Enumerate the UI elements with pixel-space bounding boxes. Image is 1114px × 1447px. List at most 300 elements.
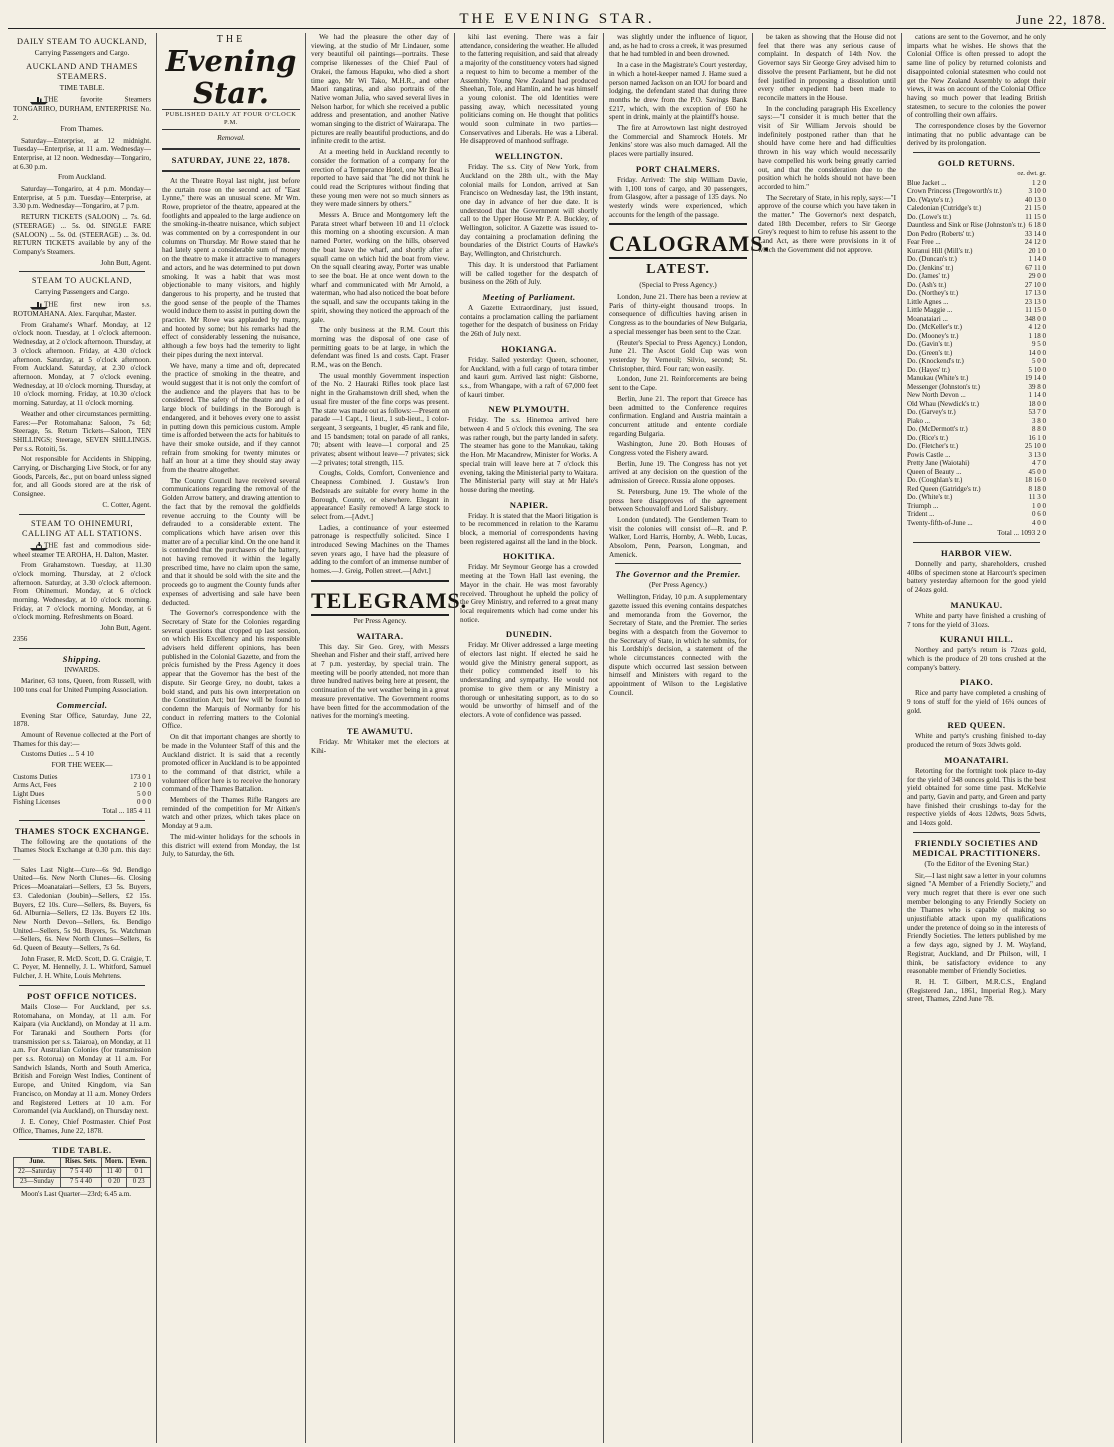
calograms-banner bbox=[609, 223, 770, 259]
calograms-subheading: (Special to Press Agency.) bbox=[639, 280, 717, 290]
week-row-value: 5 0 0 bbox=[137, 789, 151, 798]
tide-cell: 0 20 bbox=[101, 1177, 127, 1187]
friendly-subheading: (To the Editor of the Evening Star.) bbox=[924, 858, 1029, 868]
gold-row bbox=[907, 340, 1046, 349]
gold-claim-yield: 3 10 0 bbox=[1028, 187, 1046, 196]
column-1 bbox=[8, 33, 157, 1443]
news-paragraph: The only business at the R.M. Court this morning was the disposal of one case of permitting goats to be at large, in which the defendant was fined 1s and costs. Capt. Fraser R.M., was on the Bench. bbox=[311, 326, 449, 370]
gold-claim-name: Do. (Mooney's tr.) bbox=[907, 331, 959, 340]
column-2 bbox=[157, 33, 306, 1443]
from-auckland-label: From Auckland. bbox=[57, 172, 107, 182]
editorial-paragraph: At the Theatre Royal last night, just before the curtain rose on the second act of "East Lynne," there was an unusual scene. Mr Wm. Rowe, proprietor of the theatre, appeared at the footlights and appealed to the large audience on the smoking-in-theatre nuisance, which subject was commented on by a correspondent in our columns on Thursday. Mr Rowe stated that he had lately spent a considerable sum of money on the theatre to make it attractive to managers and actors, and he was determined to put down smoking. It was a habit that was most objectionable to many visitors, and highly dangerous to his property, and he trusted that the good sense of the people of the Thames would induce them to assist in putting down the practice. Mr Rowe was applauded by many, and hooted by some; but his remarks had the effect of considerably lessening the nuisance, although a few boys had the temerity to light their pipes during the next interval. bbox=[162, 176, 300, 359]
gold-claim-yield: 19 14 0 bbox=[1025, 374, 1046, 383]
gold-claim-name: Trident ... bbox=[907, 510, 935, 519]
butt-signature: John Butt, Agent. bbox=[100, 258, 151, 267]
tide-row bbox=[14, 1177, 151, 1187]
gold-row bbox=[907, 502, 1046, 511]
week-row-value: 173 0 1 bbox=[130, 772, 151, 781]
gold-claim-name: Moanataiari ... bbox=[907, 314, 948, 323]
editorial-paragraph: Members of the Thames Rifle Rangers are reminded of the competition for Mr Aitken's watch and other prizes, which takes place on Monday at 9 a.m. bbox=[162, 796, 300, 831]
tide-row bbox=[14, 1168, 151, 1178]
piako-text: Rice and party have completed a crushing of 9 tons of stuff for the yield of 16¼ ounces of gold. bbox=[907, 689, 1046, 715]
editorial-paragraph: The Governor's correspondence with the Secretary of State for the Colonies regarding several questions that cropped up last session, on which His Excellency and his responsible advisers held different opinions, has been published in the Colonial Gazette, and from the précis furnished by the Press Agency it does appear that the Governor has the best of the dispute. Sir George Grey, no doubt, takes a bold stand, and puts his own interpretation on the Constitution Act; but few will be found to condemn the Marquis of Normanby for his conduct in referring matters to the Colonial Office. bbox=[162, 609, 300, 731]
calogram-item: (Reuter's Special to Press Agency.) London, June 21. The Ascot Gold Cup was won yesterday by Verneuil; Silvio, second; St. Christopher, third. Four ran; won easily. bbox=[609, 338, 747, 373]
manukau-heading: MANUKAU. bbox=[950, 599, 1003, 610]
gold-claim-yield: 39 8 0 bbox=[1028, 382, 1046, 391]
column-6 bbox=[753, 33, 902, 1443]
gold-claim-yield: 1 14 0 bbox=[1028, 255, 1046, 264]
week-row bbox=[13, 781, 151, 790]
tide-col-header: Even. bbox=[127, 1158, 151, 1168]
hokianga-text: Friday. Sailed yesterday: Queen, schooner, for Auckland, with a full cargo of totara timber and kauri gum. Arrived last night: Gisborne, s.s., from Whangape, with a raft of 67,000 feet of kauri timber. bbox=[460, 355, 598, 399]
gold-claim-name: Do. (Coughlan's tr.) bbox=[907, 476, 963, 485]
news-paragraph: The correspondence closes by the Governor intimating that no public advantage can be derived by its prolongation. bbox=[907, 122, 1046, 148]
moon-quarter: Moon's Last Quarter—23rd; 6.45 a.m. bbox=[21, 1189, 132, 1198]
tide-cell: 0 1 bbox=[127, 1168, 151, 1178]
awamutu-text: Friday. Mr Whitaker met the electors at Kihi- bbox=[311, 737, 449, 755]
exchange-heading: THAMES STOCK EXCHANGE. bbox=[14, 825, 150, 836]
butt2-signature: John Butt, Agent. bbox=[100, 624, 151, 633]
gold-claim-name: Do. (Garvey's tr.) bbox=[907, 408, 956, 417]
news-paragraph: kihi last evening. There was a fair attendance, considering the weather. He alluded to the fattering requisition, and said that already a majority of the constituency voters had signed a request to him to become a member of the Assembly. Young New Zealand had produced Sheehan, Tole, and Hamlin, and he was himself a young colonist. The old Identities were passing away, which necessitated young politicians coming on. He thought that politics would soon culminate in two parties—Conservatives and Liberals. He was a Liberal. He disapproved of manhood suffrage. bbox=[460, 33, 598, 146]
editorial-paragraph: On dit that important changes are shortly to be made in the Volunteer Staff of this and the Auckland district. It is said that a recently promoted officer in Auckland is to be appointed to the command of that district, while a volunteer officer here is to receive the honorary command of the Thames Battalion. bbox=[162, 733, 300, 794]
gold-claim-yield: 24 12 0 bbox=[1025, 238, 1046, 247]
governor-subheading: (Per Press Agency.) bbox=[648, 580, 708, 590]
gold-claim-name: Do. (Northey's tr.) bbox=[907, 289, 959, 298]
news-paragraph: was slightly under the influence of liquor, and, as he had to cross a creek, it was presumed that he had tumbled in and been drowned. bbox=[609, 33, 747, 59]
masthead-title: Evening Star. bbox=[165, 43, 297, 110]
gold-row bbox=[907, 349, 1046, 358]
masthead bbox=[162, 36, 300, 130]
gold-row bbox=[907, 510, 1046, 519]
manukau-text: White and party have finished a crushing of 7 tons for the yield of 31ozs. bbox=[907, 611, 1046, 629]
steam1-heading: DAILY STEAM TO AUCKLAND, bbox=[17, 37, 147, 46]
gold-claim-yield: 8 8 0 bbox=[1032, 425, 1046, 434]
gold-row bbox=[907, 434, 1046, 443]
shipping-text: Mariner, 63 tons, Queen, from Russell, with 100 tons coal for United Pumping Association. bbox=[13, 677, 151, 694]
gold-claim-name: Queen of Beauty ... bbox=[907, 467, 962, 476]
gold-claim-name: Blue Jacket ... bbox=[907, 178, 947, 187]
gold-claim-yield: 9 5 0 bbox=[1032, 340, 1046, 349]
gold-row bbox=[907, 238, 1046, 247]
gold-row bbox=[907, 476, 1046, 485]
gold-row bbox=[907, 451, 1046, 460]
gold-claim-name: Do. (Rice's tr.) bbox=[907, 433, 948, 442]
gold-row bbox=[907, 400, 1046, 409]
gold-row bbox=[907, 289, 1046, 298]
plymouth-text: Friday. The s.s. Hinemoa arrived here between 4 and 5 o'clock this evening. The sea was rather rough, but the party landed in safety. The steamer has gone to the Manukau, taking the Hon. Mr Macandrew, Minister for Works. A special train will leave here at 7 o'clock this evening, taking the Ministerial party to Waitara. The Ministerial party will stay at Mr Hale's house during the meeting. bbox=[460, 416, 598, 494]
steam1-intro-text: THE favorite Steamers TONGARIRO, DURHAM, ENTERPRISE No. 2. bbox=[13, 96, 151, 123]
gold-claim-name: Do. (Gavin's tr.) bbox=[907, 340, 953, 349]
tide-heading: TIDE TABLE. bbox=[52, 1145, 112, 1156]
running-title: THE EVENING STAR. bbox=[459, 11, 655, 27]
news-paragraph: Messrs A. Bruce and Montgomery left the Parata street wharf between 10 and 11 o'clock this morning on a shooting excursion. A man named Porter, working on the hills, observed the boat leave the wharf, and shortly after a squall came on which hid the boat from view. On the squall clearing away, Porter was unable to see the boat. He at once went down to the wharf and communicated with Mr Arnold, a waterman, who had also noticed the boat before the squall, and saw the occupants taking in the spirit, showing they noticed the approach of the gale. bbox=[311, 211, 449, 324]
tide-col-header: Morn. bbox=[101, 1158, 127, 1168]
gold-row bbox=[907, 366, 1046, 375]
week-label: FOR THE WEEK— bbox=[51, 760, 113, 770]
auckland-times: Saturday—Tongariro, at 4 p.m. Monday—Enterprise, at 5 p.m. Tuesday—Enterprise, at 3.30 p.m. Wednesday—Tongariro, at 7 p.m. bbox=[13, 185, 151, 211]
gold-claim-yield: 18 0 0 bbox=[1028, 399, 1046, 408]
news-paragraph: The Secretary of State, in his reply, says:—"I approve of the course which you have taken in the matter." The Governor's next despatch, dated 18th December, refers to Sir George Grey's request to him to refuse his assent to the Land Act, as there were provisions in it of which the Government did not approve. bbox=[758, 193, 897, 254]
calogram-item: London, June 21. Reinforcements are being sent to the Cape. bbox=[609, 375, 747, 393]
redqueen-text: White and party's crushing finished to-day produced the return of 9ozs 3dwts gold. bbox=[907, 732, 1046, 750]
gold-row bbox=[907, 383, 1046, 392]
steamer-icon bbox=[21, 95, 41, 105]
week-row-label: Customs Duties bbox=[13, 772, 58, 781]
gold-claim-yield: 11 3 0 bbox=[1028, 493, 1046, 502]
gold-claim-yield: 1 2 0 bbox=[1032, 178, 1046, 187]
time-table-label: TIME TABLE. bbox=[59, 82, 105, 92]
gold-row bbox=[907, 459, 1046, 468]
gold-claim-yield: 25 10 0 bbox=[1025, 442, 1046, 451]
dunedin-heading: DUNEDIN. bbox=[505, 629, 553, 640]
gold-claim-yield: 3 13 0 bbox=[1028, 450, 1046, 459]
gold-claim-yield: 348 0 0 bbox=[1025, 314, 1046, 323]
kuranui-heading: KURANUI HILL. bbox=[939, 634, 1014, 645]
gold-row bbox=[907, 332, 1046, 341]
chalmers-text: Friday. Arrived: The ship William Davie, with 1,100 tons of cargo, and 30 passengers, from Glasgow, after a passage of 135 days. No westerly winds were experienced, which accounts for the length of the passage. bbox=[609, 175, 747, 219]
calograms-heading: CALOGRAMS. bbox=[609, 231, 770, 257]
steam2-times: From Grahame's Wharf. Monday, at 12 o'clock noon. Tuesday, at 1 o'clock afternoon. Wednesday, at 2 o'clock afternoon. Thursday, at 3 o'clock afternoon. Friday, at 4.30 o'clock afternoon. Saturday, at 5 o'clock afternoon. From Auckland. Saturday, at 2.30 o'clock afternoon. Monday, at 7 o'clock evening. Wednesday, at 10 o'clock morning. Thursday, at 10 o'clock morning. Friday, at 10.30 o'clock morning. Saturday, at 11 o'clock morning. bbox=[13, 320, 151, 408]
tide-cell: 7 5 4 40 bbox=[61, 1168, 102, 1178]
exchange-text: The following are the quotations of the Thames Stock Exchange at 0.30 p.m. this day:— bbox=[13, 837, 151, 863]
divider bbox=[913, 832, 1040, 833]
gold-claim-name: Do. (Hayes' tr.) bbox=[907, 365, 950, 374]
hokitika-text: Friday. Mr Seymour George has a crowded meeting at the Town Hall last evening, the Mayor in the chair. He was most favorably received. Throughout he upheld the policy of the Grey Ministry, and referred to a great many local requirements which had come under his notice. bbox=[460, 563, 598, 624]
gold-row bbox=[907, 357, 1046, 366]
column-3 bbox=[306, 33, 468, 1443]
week-row-value: 2 10 0 bbox=[133, 781, 151, 790]
gold-claim-yield: 3 8 0 bbox=[1032, 416, 1046, 425]
news-paragraph: be taken as showing that the House did not feel that there was any serious cause of complaint. In despatch of 14th Nov. the Governor says Sir George Grey advised him to dissolve the present Parliament, but he did not feel justified in proposing a dissolution until every other expedient had been made to reconcile matters in the House. bbox=[758, 33, 896, 102]
week-row-label: Arms Act, Fees bbox=[13, 781, 57, 790]
gold-row bbox=[907, 247, 1046, 256]
gold-row bbox=[907, 187, 1046, 196]
tide-cell: 23—Sunday bbox=[14, 1177, 61, 1187]
gold-claim-yield: 33 14 0 bbox=[1025, 229, 1046, 238]
gold-claim-yield: 4 12 0 bbox=[1028, 323, 1046, 332]
news-paragraph: In the concluding paragraph His Excellency says:—"I consider it is much better that the visit of Sir William Jervois should be indefinitely postponed rather than that he should have come here and had difficulties thrown in his way which would necessarily have compelled his work being greatly carried out, and that the consideration due to the position which he holds should not have been accorded to him." bbox=[758, 104, 896, 191]
gold-claim-yield: 21 15 0 bbox=[1025, 204, 1046, 213]
gold-row bbox=[907, 468, 1046, 477]
gold-row bbox=[907, 442, 1046, 451]
tide-header-row bbox=[14, 1158, 151, 1168]
shipping-heading: Shipping. bbox=[62, 653, 102, 664]
waitara-heading: WAITARA. bbox=[356, 630, 404, 641]
divider bbox=[913, 542, 1040, 543]
steam3-intro bbox=[13, 541, 151, 560]
news-paragraph: The fire at Arrowtown last night destroyed the Commercial and Shamrock Hotels. Mr Jenkins' store was also much damaged. All the places were partially insured. bbox=[609, 124, 747, 159]
post-text: Mails Close— For Auckland, per s.s. Rotomahana, on Monday, at 11 a.m. For Kaipara (via Auckland), on Monday at 11 a.m. For Taranaki and Southern Ports (for transmission per s.s. Taiaroa), on Monday, at 11 a.m. For Australian Colonies (for transmission per s.s. Rotorua) on Monday at 11 a.m. For Sandwich Islands, North and South America, British and Foreign West Indies, Continent of Europe, and United Kingdom, via San Francisco, on Monday at 11 a.m. Money Orders and Registered Letters at 10 a.m. For Coromandel (via Auckland), on Thursday next. bbox=[13, 1002, 151, 1116]
steam1-subheading: Carrying Passengers and Cargo. bbox=[34, 48, 130, 57]
column-5 bbox=[604, 33, 770, 1443]
gold-claim-yield: 6 18 0 bbox=[1028, 221, 1046, 230]
steam2-intro bbox=[13, 300, 151, 319]
news-paragraph: We had the pleasure the other day of viewing, at the studio of Mr Lindauer, some very beautiful oil paintings—portraits. These comprise likenesses of the Chief Paul of Orakei, the famous Hapuku, who died a short time ago, Mr Wi Tako, M.H.R., and other Maori rangatiras, and also portraits of the Native woman Julia, who saved several lives in Nelson harbor, for which she received a public address and presentation, and another Native woman singing to the district of Wairarapa. The pictures are really beautiful productions, and do infinite credit to the artist. bbox=[311, 33, 449, 146]
harbor-heading: HARBOR VIEW. bbox=[941, 548, 1012, 559]
gold-claim-name: Caledonian (Cutridge's tr.) bbox=[907, 204, 982, 213]
gold-claim-yield: 4 0 0 bbox=[1032, 518, 1046, 527]
paddle-steamer-icon bbox=[21, 541, 41, 551]
post-heading: POST OFFICE NOTICES. bbox=[27, 990, 137, 1001]
gold-claim-name: Messenger (Johnston's tr.) bbox=[907, 382, 981, 391]
friendly-heading: FRIENDLY SOCIETIES AND MEDICAL PRACTITIONERS. bbox=[912, 837, 1041, 858]
gold-row bbox=[907, 315, 1046, 324]
from-thames-label: From Thames. bbox=[60, 123, 104, 133]
week-table bbox=[13, 773, 151, 807]
gold-row bbox=[907, 272, 1046, 281]
gold-row bbox=[907, 417, 1046, 426]
cotter-signature: C. Cotter, Agent. bbox=[102, 500, 151, 509]
gold-row bbox=[907, 519, 1046, 528]
double-rule bbox=[162, 148, 300, 150]
hokitika-heading: HOKITIKA. bbox=[502, 551, 555, 562]
hokianga-heading: HOKIANGA. bbox=[501, 343, 557, 354]
gold-row bbox=[907, 230, 1046, 239]
steamer-icon bbox=[21, 300, 41, 310]
gold-claim-name: Do. (James' tr.) bbox=[907, 272, 950, 281]
double-rule bbox=[162, 170, 300, 172]
calogram-item: London, June 21. There has been a review at Paris of thirty-eight thousand troops. In consequence of difficulties having arisen in Congress as to the boundaries of New Bulgaria, a special messenger has been sent to the Czar. bbox=[609, 293, 747, 336]
gold-claim-name: Do. (McKeller's tr.) bbox=[907, 323, 962, 332]
commercial-date: Evening Star Office, Saturday, June 22, 1878. bbox=[13, 711, 151, 729]
removal-label: Removal. bbox=[217, 133, 245, 143]
week-row bbox=[13, 790, 151, 799]
gold-row bbox=[907, 196, 1046, 205]
steam1-title: AUCKLAND AND THAMES STEAMERS. bbox=[26, 61, 138, 81]
gold-claim-name: Do. (Knockend's tr.) bbox=[907, 357, 964, 366]
harbor-text: Donnelly and party, shareholders, crushed 40lbs of specimen stone at Harcourt's specimen battery yesterday afternoon for the good yield of 24ozs gold. bbox=[907, 560, 1046, 595]
gold-claim-name: Do. (Ash's tr.) bbox=[907, 280, 947, 289]
gold-claim-yield: 5 10 0 bbox=[1028, 365, 1046, 374]
gold-claim-name: Don Pedro (Roberts' tr.) bbox=[907, 229, 974, 238]
gold-returns-list bbox=[907, 179, 1046, 528]
week-row-label: Light Dues bbox=[13, 789, 45, 798]
exchange-names: John Fraser, R. McD. Scott, D. G. Craigie, T. C. Peyer, M. Hennelly, J. L. Whitford, Samuel Fulcher, J. H. White, Louis Mehrtens. bbox=[13, 954, 151, 981]
calogram-item: Berlin, June 21. The report that Greece has been admitted to the Conference requires confirmation. England and Austria maintain a concurrent attitude and entente cordiale regarding Bulgaria. bbox=[609, 394, 747, 438]
gold-claim-yield: 8 18 0 bbox=[1028, 484, 1046, 493]
customs-duties: Customs Duties ... 5 4 10 bbox=[21, 750, 94, 759]
kuranui-text: Northey and party's return is 72ozs gold, which is the produce of 20 tons crushed at the company's battery. bbox=[907, 646, 1046, 672]
week-row-label: Fishing Licenses bbox=[13, 798, 61, 807]
steam2-subheading: Carrying Passengers and Cargo. bbox=[34, 287, 130, 297]
gold-claim-name: Dauntless and Sink or Rise (Johnston's tr.) bbox=[907, 221, 1026, 230]
gold-claim-yield: 16 1 0 bbox=[1028, 433, 1046, 442]
chalmers-heading: PORT CHALMERS. bbox=[635, 163, 721, 174]
gold-claim-name: Red Queen (Gatridge's tr.) bbox=[907, 484, 981, 493]
friendly-text: Sir,—I last night saw a letter in your columns signed "A Member of a Friendly Society," and very much regret that there is ever one such member belonging to any Friendly Society on the Thames who is capable of making so unjustifiable attack upon my qualifications under the pretence of doing so in the interests of Friendly Societies. The letters published by me a few days ago, signed by J. M. Wayland, Registrar, Auckland, and Dr Philson, will, I think, be satisfactory evidence to any reasonable member of Friendly Societies. bbox=[907, 871, 1046, 976]
gold-claim-name: Do. (Jenkins' tr.) bbox=[907, 263, 954, 272]
gold-claim-name: Do. (Lowe's tr.) bbox=[907, 212, 952, 221]
gold-claim-yield: 4 7 0 bbox=[1032, 459, 1046, 468]
masthead-the: THE bbox=[216, 34, 246, 45]
gold-claim-yield: 5 0 0 bbox=[1032, 357, 1046, 366]
waitara-text: This day. Sir Geo. Grey, with Messrs Sheehan and Fisher and their staff, arrived here at 7 p.m. yesterday, by special train. The meeting will be poorly attended, not more than three hundred natives being here at present, the continuation of the wet weather being in a great measure preventative. The Government rooms have been fitted for the accommodation of the natives for the morning's meeting. bbox=[311, 642, 449, 721]
news-paragraph: The usual monthly Government inspection of the No. 2 Hauraki Rifles took place last night in the Grahamstown drill shed, when the usual fire muster of the fine corps was present. The state was made out as follows:—Present on parade —1 Capt., 1 lieut., 1 sub-lieut., 1 color-sergeant, 3 sergeants, 1 bugler, 45 rank and file, and 15 bandsmen; total on parade of all ranks, 70; absent with leave—1 corporal and 25 privates; absent without leave—7 privates; sick—2 privates; total strength, 115. bbox=[311, 371, 449, 467]
thames-times: Saturday—Enterprise, at 12 midnight. Tuesday—Enterprise, at 11 a.m. Wednesday—Enterprise, at 12 noon. Wednesday—Tongariro, at 6.30 p.m. bbox=[13, 136, 151, 171]
gold-claim-yield: 40 13 0 bbox=[1025, 195, 1046, 204]
column-7 bbox=[902, 33, 1051, 1443]
masthead-publication-line: PUBLISHED DAILY AT FOUR O'CLOCK P.M. bbox=[162, 109, 300, 130]
week-row bbox=[13, 798, 151, 807]
gold-row bbox=[907, 264, 1046, 273]
gold-claim-name: Do. (Duncan's tr.) bbox=[907, 255, 957, 264]
news-paragraph: In a case in the Magistrate's Court yesterday, in which a hotel-keeper named J. Hame sued a person named Jackson on an IOU for board and lodging, the defendant stated that during three months he drew from the P.O. Savings Bank £217, which, with the exception of £60 he spent in drink, mainly at the plaintiff's house. bbox=[609, 61, 747, 122]
running-date: June 22, 1878. bbox=[1016, 12, 1106, 27]
gold-claim-yield: 23 13 0 bbox=[1025, 297, 1046, 306]
divider bbox=[615, 563, 741, 564]
plymouth-heading: NEW PLYMOUTH. bbox=[488, 404, 570, 415]
editorial-paragraph: We have, many a time and oft, deprecated the practice of smoking in the theatre, and would suggest that it is not only the comfort of the audience and the players that has to be considered. The safety of the theatre and of a large block of buildings in the Borough is endangered, and it behoves every one to assist in putting down this pernicious custom. Ample time is afforded between the acts for habitués to have their smoke outside, and if they cannot refrain from smoking for twenty minutes or half an hour at a time they should stay away from the theatre altogether. bbox=[162, 361, 300, 475]
gold-row bbox=[907, 306, 1046, 315]
gold-claim-yield: 14 0 0 bbox=[1028, 348, 1046, 357]
steam3-heading: STEAM TO OHINEMURI, CALLING AT ALL STATIONS. bbox=[21, 518, 143, 538]
steam3-intro-text: THE fast and commodious side-wheel steamer TE AROHA, H. Dalton, Master. bbox=[13, 541, 151, 559]
tide-col-header: Rises. Sets. bbox=[61, 1158, 102, 1168]
telegrams-subheading: Per Press Agency. bbox=[353, 615, 407, 625]
parliament-text: A Gazette Extraordinary, just issued, contains a proclamation calling the parliament together for the despatch of business on Friday the 26th of July next. bbox=[460, 303, 598, 339]
wellington-text-2: This day. It is understood that Parliament will be called together for the despatch of business on the 26th of July. bbox=[460, 260, 598, 287]
tide-cell: 0 23 bbox=[127, 1177, 151, 1187]
divider bbox=[19, 820, 145, 821]
gold-claim-yield: 29 0 0 bbox=[1028, 272, 1046, 281]
tide-cell: 7 5 4 40 bbox=[61, 1177, 102, 1187]
gold-row bbox=[907, 255, 1046, 264]
news-paragraph: Coughs, Colds, Comfort, Convenience and Cheapness Combined. J. Gustaw's Iron Bedsteads are suitable for every home in the Borough, County, or elsewhere. Elegant in appearance! Easily removed! A large stock to select from.—[Advt.] bbox=[311, 469, 449, 521]
divider bbox=[19, 271, 145, 272]
steam2-intro-text: THE first new iron s.s. ROTOMAHANA. Alex. Farquhar, Master. bbox=[13, 300, 151, 319]
steam1-intro bbox=[13, 95, 151, 122]
gold-claim-name: Do. (White's tr.) bbox=[907, 493, 953, 502]
gold-claim-yield: 11 15 0 bbox=[1025, 212, 1046, 221]
gold-claim-name: New North Devon ... bbox=[907, 391, 966, 400]
tide-table bbox=[13, 1157, 151, 1187]
exchange-sales: Sales Last Night—Cure—6s 9d. Bendigo United—6s. New North Clunes—6s. Closing Prices—Moanataiari—Sellers, £3 5s. Buyers, £3. Caledonian (Joubin)—Sellers, £2 15s. Buyers, £2 10s. Cure—Sellers, 8s. Buyers, 6s 6d. Alburnia—Sellers, £2 13s. Buyers £2 10s. New North Devon—Sellers, 6s. Bendigo United—Sellers, 5s 9d. Buyers, 5s. Watchman—Sellers, 6s. New North Clunes—Sellers, 6s 6d. Queen of Beauty—Sellers, 7s 6d. bbox=[13, 865, 151, 953]
commercial-heading: Commercial. bbox=[56, 699, 108, 710]
gold-total: Total ... 1093 2 0 bbox=[997, 529, 1046, 538]
fares-text: RETURN TICKETS (SALOON) ... 7s. 6d. (STEERAGE) ... 5s. 0d. SINGLE FARE (SALOON) ... 5s. 0d. (STEERAGE) ... 3s. 0d. RETURN TICKETS available by any of the Company's Steamers. bbox=[13, 213, 151, 256]
gold-claim-name: Do. (Fletcher's tr.) bbox=[907, 442, 959, 451]
gold-row bbox=[907, 391, 1046, 400]
moanataiari-heading: MOANATAIRI. bbox=[944, 754, 1009, 765]
gold-units: oz. dwt. gr. bbox=[1017, 170, 1046, 178]
parliament-heading: Meeting of Parliament. bbox=[482, 291, 576, 302]
gold-claim-name: Little Agnes ... bbox=[907, 297, 949, 306]
tide-cell: 22—Saturday bbox=[14, 1168, 61, 1178]
friendly-signature: R. H. T. Gilbert, M.R.C.S., England (Registered Jan., 1861, Imperial Reg.). Mary street, Thames, 22nd June '78. bbox=[907, 977, 1046, 1004]
ad-code: 2356 bbox=[13, 634, 28, 643]
news-paragraph: cations are sent to the Governor, and he only imparts what he wishes. He shows that the Colonial Office is often pressed to adopt the same line of policy by returned colonists and disappointed colonial statesmen who could not get the New Zealand Assembly to adopt their views, it was on account of the Colonial Office having so much power that leading British statesmen, to secure to the colonies the power of controlling their own affairs. bbox=[907, 33, 1046, 120]
gold-claim-yield: 45 0 0 bbox=[1028, 467, 1046, 476]
inwards-label: INWARDS. bbox=[64, 664, 100, 674]
governor-heading: The Governor and the Premier. bbox=[615, 569, 741, 580]
editorial-paragraph: The County Council have received several communications regarding the removal of the Golden Arrow battery, and drawing attention to the fact that by the removal the goldfields revenue accruing to the County will be defrauded to a considerable extent. The complications which have arisen over this matter are of a peculiar kind. On the one hand it is contended that the purchasers of the battery, not having removed it within the legally prescribed time, have no claim upon the same, and that it should be sold with the site and the proceeds go to augment the County funds after expenses of advertising and sale have been deducted. bbox=[162, 476, 300, 607]
divider bbox=[913, 152, 1040, 153]
gold-row bbox=[907, 213, 1046, 222]
napier-heading: NAPIER. bbox=[509, 499, 549, 510]
telegrams-banner bbox=[311, 580, 468, 616]
editorial-paragraph: The mid-winter holidays for the schools in this district will extend from Monday, the 1st July, to Saturday, the 6th. bbox=[162, 832, 300, 859]
news-paragraph: At a meeting held in Auckland recently to consider the formation of a company for the erection of a Temperance Hotel, one Mr Beal is reported to have said that "he did not think he could read the Scriptures without finding that these young men were not so much sinners as they were made sinners by others." bbox=[311, 148, 449, 209]
week-row-value: 0 0 0 bbox=[137, 798, 151, 807]
steam2-heading: STEAM TO AUCKLAND, bbox=[31, 276, 133, 286]
gold-claim-name: Twenty-fifth-of-June ... bbox=[907, 518, 973, 527]
gold-row bbox=[907, 204, 1046, 213]
divider bbox=[19, 1139, 145, 1140]
gold-claim-name: Pretty Jane (Waiotahi) bbox=[907, 459, 970, 468]
gold-claim-yield: 0 6 0 bbox=[1032, 510, 1046, 519]
gold-claim-yield: 1 18 0 bbox=[1028, 331, 1046, 340]
gold-claim-name: Little Maggie ... bbox=[907, 306, 953, 315]
awamutu-heading: TE AWAMUTU. bbox=[346, 725, 414, 736]
gold-row bbox=[907, 323, 1046, 332]
gold-claim-name: Do. (McDermott's tr.) bbox=[907, 425, 968, 434]
moanataiari-text: Retorting for the fortnight took place to-day for the yield of 348 ounces gold. This is the best yield obtained for some time past. McKelvie and party, Gavin and party, and Green and party have finished their crushings to-day for the respective yields of 4ozs 12dwts, 9ozs 5dwts, and 14ozs gold. bbox=[907, 766, 1046, 828]
gold-row bbox=[907, 221, 1046, 230]
steam2-warning: Not responsible for Accidents in Shipping, Carrying, or Discharging Live Stock, or for any Goods, Parcels, &c., put on board unless signed for, and all Goods stored are at the risk of Consignee. bbox=[13, 455, 151, 499]
gold-claim-name: Powis Castle ... bbox=[907, 450, 951, 459]
news-paragraph: Ladies, a continuance of your esteemed patronage is respectfully solicited. Since I introduced Sewing Machines on the Thames seven years ago, I have had the pleasure of adding to the comfort of an immense number of homes.—J. Greig, Pollen street.—[Advt.] bbox=[311, 523, 449, 576]
commercial-intro: Amount of Revenue collected at the Port of Thames for this day:— bbox=[13, 731, 151, 748]
gold-claim-name: Do. (Green's tr.) bbox=[907, 348, 953, 357]
calogram-item: London (undated). The Gentlemen Team to visit the colonies will consist of—R. and P. Walker, Lord Harris, Hornby, A. Webb, Lucas, Absolom, Penn, Pearson, Longman, and Amenick. bbox=[609, 515, 747, 559]
gold-claim-name: Triumph ... bbox=[907, 501, 939, 510]
latest-heading: LATEST. bbox=[646, 262, 710, 278]
gold-row bbox=[907, 179, 1046, 188]
gold-claim-name: Old Whau (Newdick's tr.) bbox=[907, 399, 979, 408]
governor-text: Wellington, Friday, 10 p.m. A supplementary gazette issued this evening contains despatches and memoranda from the Governor, the Secretary of State, and the Premier. The series begins with a despatch from the Governor to the Secretary of State, in which he submits, for his Lordship's decision, a statement of the whole circumstances connected with the dispute which occurred last session between himself and Ministers with regard to the appointment of Wilson to the Legislative Council. bbox=[609, 593, 747, 697]
post-signature: J. E. Coney, Chief Postmaster. Chief Post Office, Thames, June 22, 1878. bbox=[13, 1117, 151, 1135]
gold-row bbox=[907, 298, 1046, 307]
gold-claim-yield: 53 7 0 bbox=[1028, 408, 1046, 417]
divider bbox=[19, 648, 145, 649]
week-total: Total ... 185 4 11 bbox=[102, 806, 151, 815]
calogram-item: Washington, June 20. Both Houses of Congress voted the Fishery award. bbox=[609, 440, 747, 458]
divider bbox=[19, 985, 145, 986]
gold-claim-name: Crown Princess (Tregoworth's tr.) bbox=[907, 187, 1002, 196]
dunedin-text: Friday. Mr Oliver addressed a large meeting of electors last night. If elected he said he would give the Ministry general support, as their policy commended itself to his understanding and sympathy. He would not promise to give them or any Ministry a thorough or unhesitating support, as to do so would be unworthy of himself and of the electors. A vote of confidence was passed. bbox=[460, 641, 598, 719]
gold-claim-yield: 27 10 0 bbox=[1025, 280, 1046, 289]
gold-row bbox=[907, 281, 1046, 290]
divider bbox=[19, 514, 145, 515]
gold-claim-name: Do. (Wayte's tr.) bbox=[907, 195, 953, 204]
gold-claim-yield: 11 15 0 bbox=[1025, 306, 1046, 315]
calogram-item: St. Petersburg, June 19. The whole of the press here disapproves of the agreement between Schouvaloff and Lord Salisbury. bbox=[609, 487, 747, 514]
wellington-text: Friday. The s.s. City of New York, from Auckland on the 28th ult., with the May colonial mails for London, arrived at San Francisco on Wednesday last, the 19th instant, one day in advance of her due date. It is understood that the Government will shortly call to the Upper House Mr P. A. Buckley, of Wellington, solicitor. A Gazette was issued to-day containing a proclamation defining the boundaries of the District Courts of Hawke's Bay, Wellington, and Christchurch. bbox=[460, 163, 598, 259]
gold-claim-name: Piako ... bbox=[907, 416, 930, 425]
piako-heading: PIAKO. bbox=[959, 677, 994, 688]
gold-claim-yield: 1 14 0 bbox=[1028, 391, 1046, 400]
gold-row bbox=[907, 408, 1046, 417]
tide-col-header: June. bbox=[14, 1158, 61, 1168]
page-header bbox=[8, 6, 1106, 29]
gold-claim-yield: 17 13 0 bbox=[1025, 289, 1046, 298]
week-row bbox=[13, 773, 151, 782]
gold-claim-name: Kuranui Hill (Mill's tr.) bbox=[907, 246, 973, 255]
editorial-dateline: SATURDAY, JUNE 22, 1878. bbox=[171, 154, 291, 165]
gold-row bbox=[907, 493, 1046, 502]
gold-row bbox=[907, 485, 1046, 494]
gold-claim-name: Manukau (White's tr.) bbox=[907, 374, 969, 383]
gold-row bbox=[907, 374, 1046, 383]
wellington-heading: WELLINGTON. bbox=[494, 151, 564, 162]
gold-claim-name: Fear Free ... bbox=[907, 238, 941, 247]
gold-row bbox=[907, 425, 1046, 434]
redqueen-heading: RED QUEEN. bbox=[947, 720, 1006, 731]
steam3-times: From Grahamstown. Tuesday, at 11.30 o'clock morning. Thursday, at 2 o'clock afternoon. Saturday, at 3.30 o'clock afternoon. From Ohinemuri. Monday, at 6 o'clock morning. Wednesday, at 10 o'clock morning. Friday, at 7 o'clock morning. Monday, at 6 o'clock morning. Refreshments on Board. bbox=[13, 561, 151, 622]
steam2-notice: Weather and other circumstances permitting. Fares:—Per Rotomahana: Saloon, 7s 6d; Steerage, 5s. Return Tickets—Saloon, TEN SHILLINGS; Steerage, SEVEN SHILLINGS. Per s.s. Rotoiti, 5s. bbox=[13, 409, 151, 453]
gold-claim-yield: 20 1 0 bbox=[1028, 246, 1046, 255]
